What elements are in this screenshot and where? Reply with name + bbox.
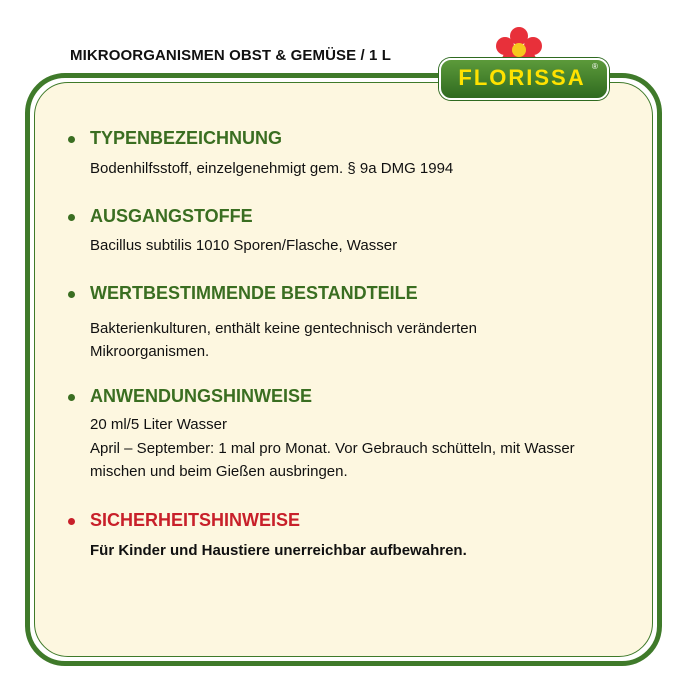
section-text-line: Bakterienkulturen, enthält keine gentechnisch veränderten [90, 320, 477, 337]
bullet-icon [68, 214, 75, 221]
section-heading: WERTBESTIMMENDE BESTANDTEILE [90, 283, 418, 303]
section-text-line: Mikroorganismen. [90, 343, 210, 360]
bullet-icon [68, 394, 75, 401]
logo-registered-mark: ® [592, 62, 598, 71]
section-text-line: mischen und beim Gießen ausbringen. [90, 463, 348, 480]
section-text-line: Für Kinder und Haustiere unerreichbar aufbewahren. [90, 542, 467, 559]
logo-brand-text: FLORISSA [458, 65, 586, 90]
section-heading: SICHERHEITSHINWEISE [90, 510, 301, 530]
section-text-line: Bacillus subtilis 1010 Sporen/Flasche, Wasser [90, 237, 398, 254]
section-heading: ANWENDUNGSHINWEISE [90, 386, 313, 406]
bullet-icon [68, 291, 75, 298]
section-heading: AUSGANGSTOFFE [90, 206, 253, 226]
product-title: MIKROORGANISMEN OBST & GEMÜSE / 1 L [70, 47, 392, 64]
section-text-line: Bodenhilfsstoff, einzelgenehmigt gem. § 9a DMG 1994 [90, 160, 454, 177]
section-text-line: April – September: 1 mal pro Monat. Vor Gebrauch schütteln, mit Wasser [90, 440, 575, 457]
bullet-icon [68, 518, 75, 525]
section-heading: TYPENBEZEICHNUNG [90, 128, 283, 148]
florissa-logo [439, 26, 609, 106]
bullet-icon [68, 136, 75, 143]
section-text-line: 20 ml/5 Liter Wasser [90, 416, 227, 433]
